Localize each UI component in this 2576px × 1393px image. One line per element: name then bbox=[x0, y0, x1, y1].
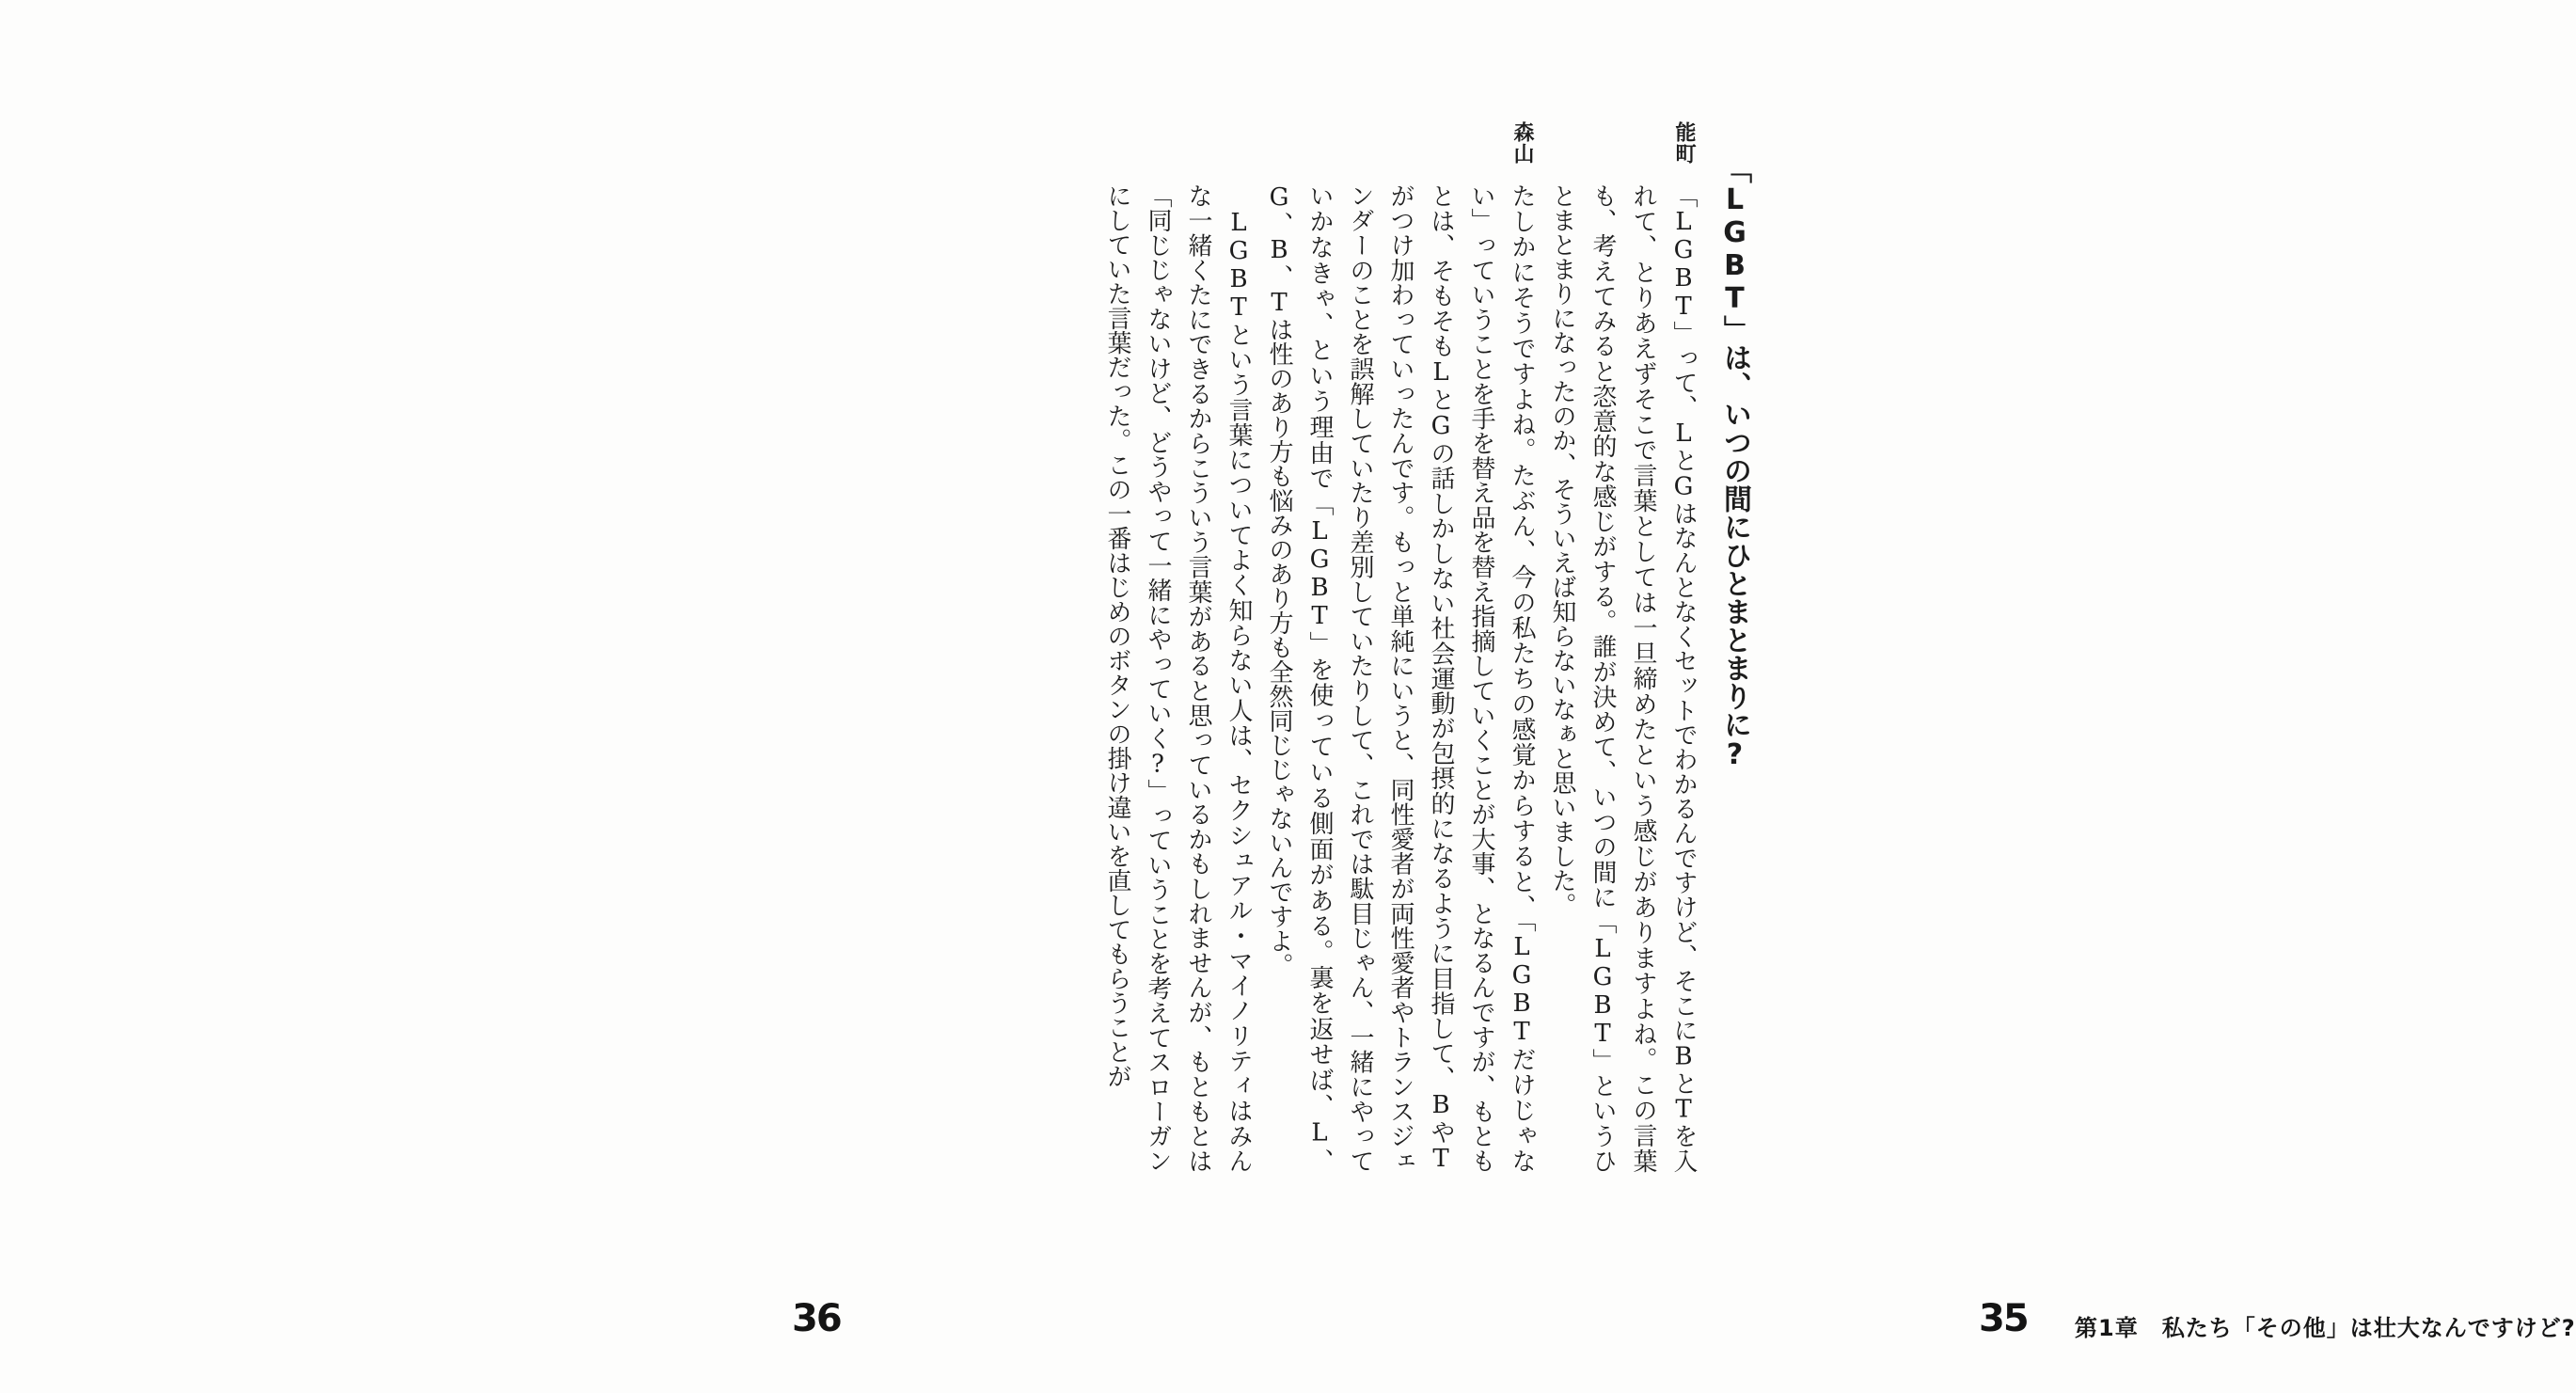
speaker-label: 能町 bbox=[1672, 121, 1696, 165]
article-title: 「LGBT」は、いつの間にひとまとまりに? bbox=[1718, 155, 1751, 771]
speaker-label: 森山 bbox=[1510, 121, 1534, 165]
speech-nomachi-1 bbox=[1541, 121, 1703, 1173]
page-right-text-block bbox=[1097, 121, 1820, 1174]
speech-paragraph: LGBTという言葉についてよく知らない人は、セクシュアル・マイノリティはみんな一緒くたにできるからこういう言葉があると思っているかもしれませんが、もともとは「同じじゃないけど、どうやって一緒にやっていく?」っていうことを考えてスローガンにしていた言葉だった。この一番はじめのボタンの掛け違いを直してもらうことが bbox=[1103, 183, 1253, 1174]
page-left bbox=[0, 0, 948, 1393]
speech-paragraph: たしかにそうですよね。たぶん、今の私たちの感覚からすると、「LGBTだけじゃない」っていうことを手を替え品を替え指摘していくことが大事、となるんですが、もともとは、そもそもLとGの話しかしない社会運動が包摂的になるように目指して、BやTがつけ加わっていったんです。もっと単純にいうと、同性愛者が両性愛者やトランスジェンダーのことを誤解していたり差別していたりして、これでは駄目じゃん、一緒にやっていかなきゃ、という理由で「LGBT」を使っている側面がある。裏を返せば、L、G、B、Tは性のあり方も悩みのあり方も全然同じじゃないんですよ。 bbox=[1265, 183, 1536, 1174]
chapter-caption: 第1章 私たち「その他」は壮大なんですけど? bbox=[2075, 1315, 2576, 1341]
speech-paragraph: 「LGBT」って、LとGはなんとなくセットでわかるんですけど、そこにBとTを入れて、とりあえずそこで言葉としては一旦締めたという感じがありますよね。この言葉も、考えてみると恣意的な感じがする。誰が決めて、いつの間に「LGBT」というひとまとまりになったのか、そういえば知らないなぁと思いました。 bbox=[1548, 183, 1698, 1173]
page-right bbox=[948, 0, 2576, 1393]
page-number-36: 36 bbox=[792, 1297, 841, 1340]
speech-moriyama-1 bbox=[1097, 121, 1541, 1174]
page-number-35: 35 bbox=[1979, 1297, 2028, 1340]
